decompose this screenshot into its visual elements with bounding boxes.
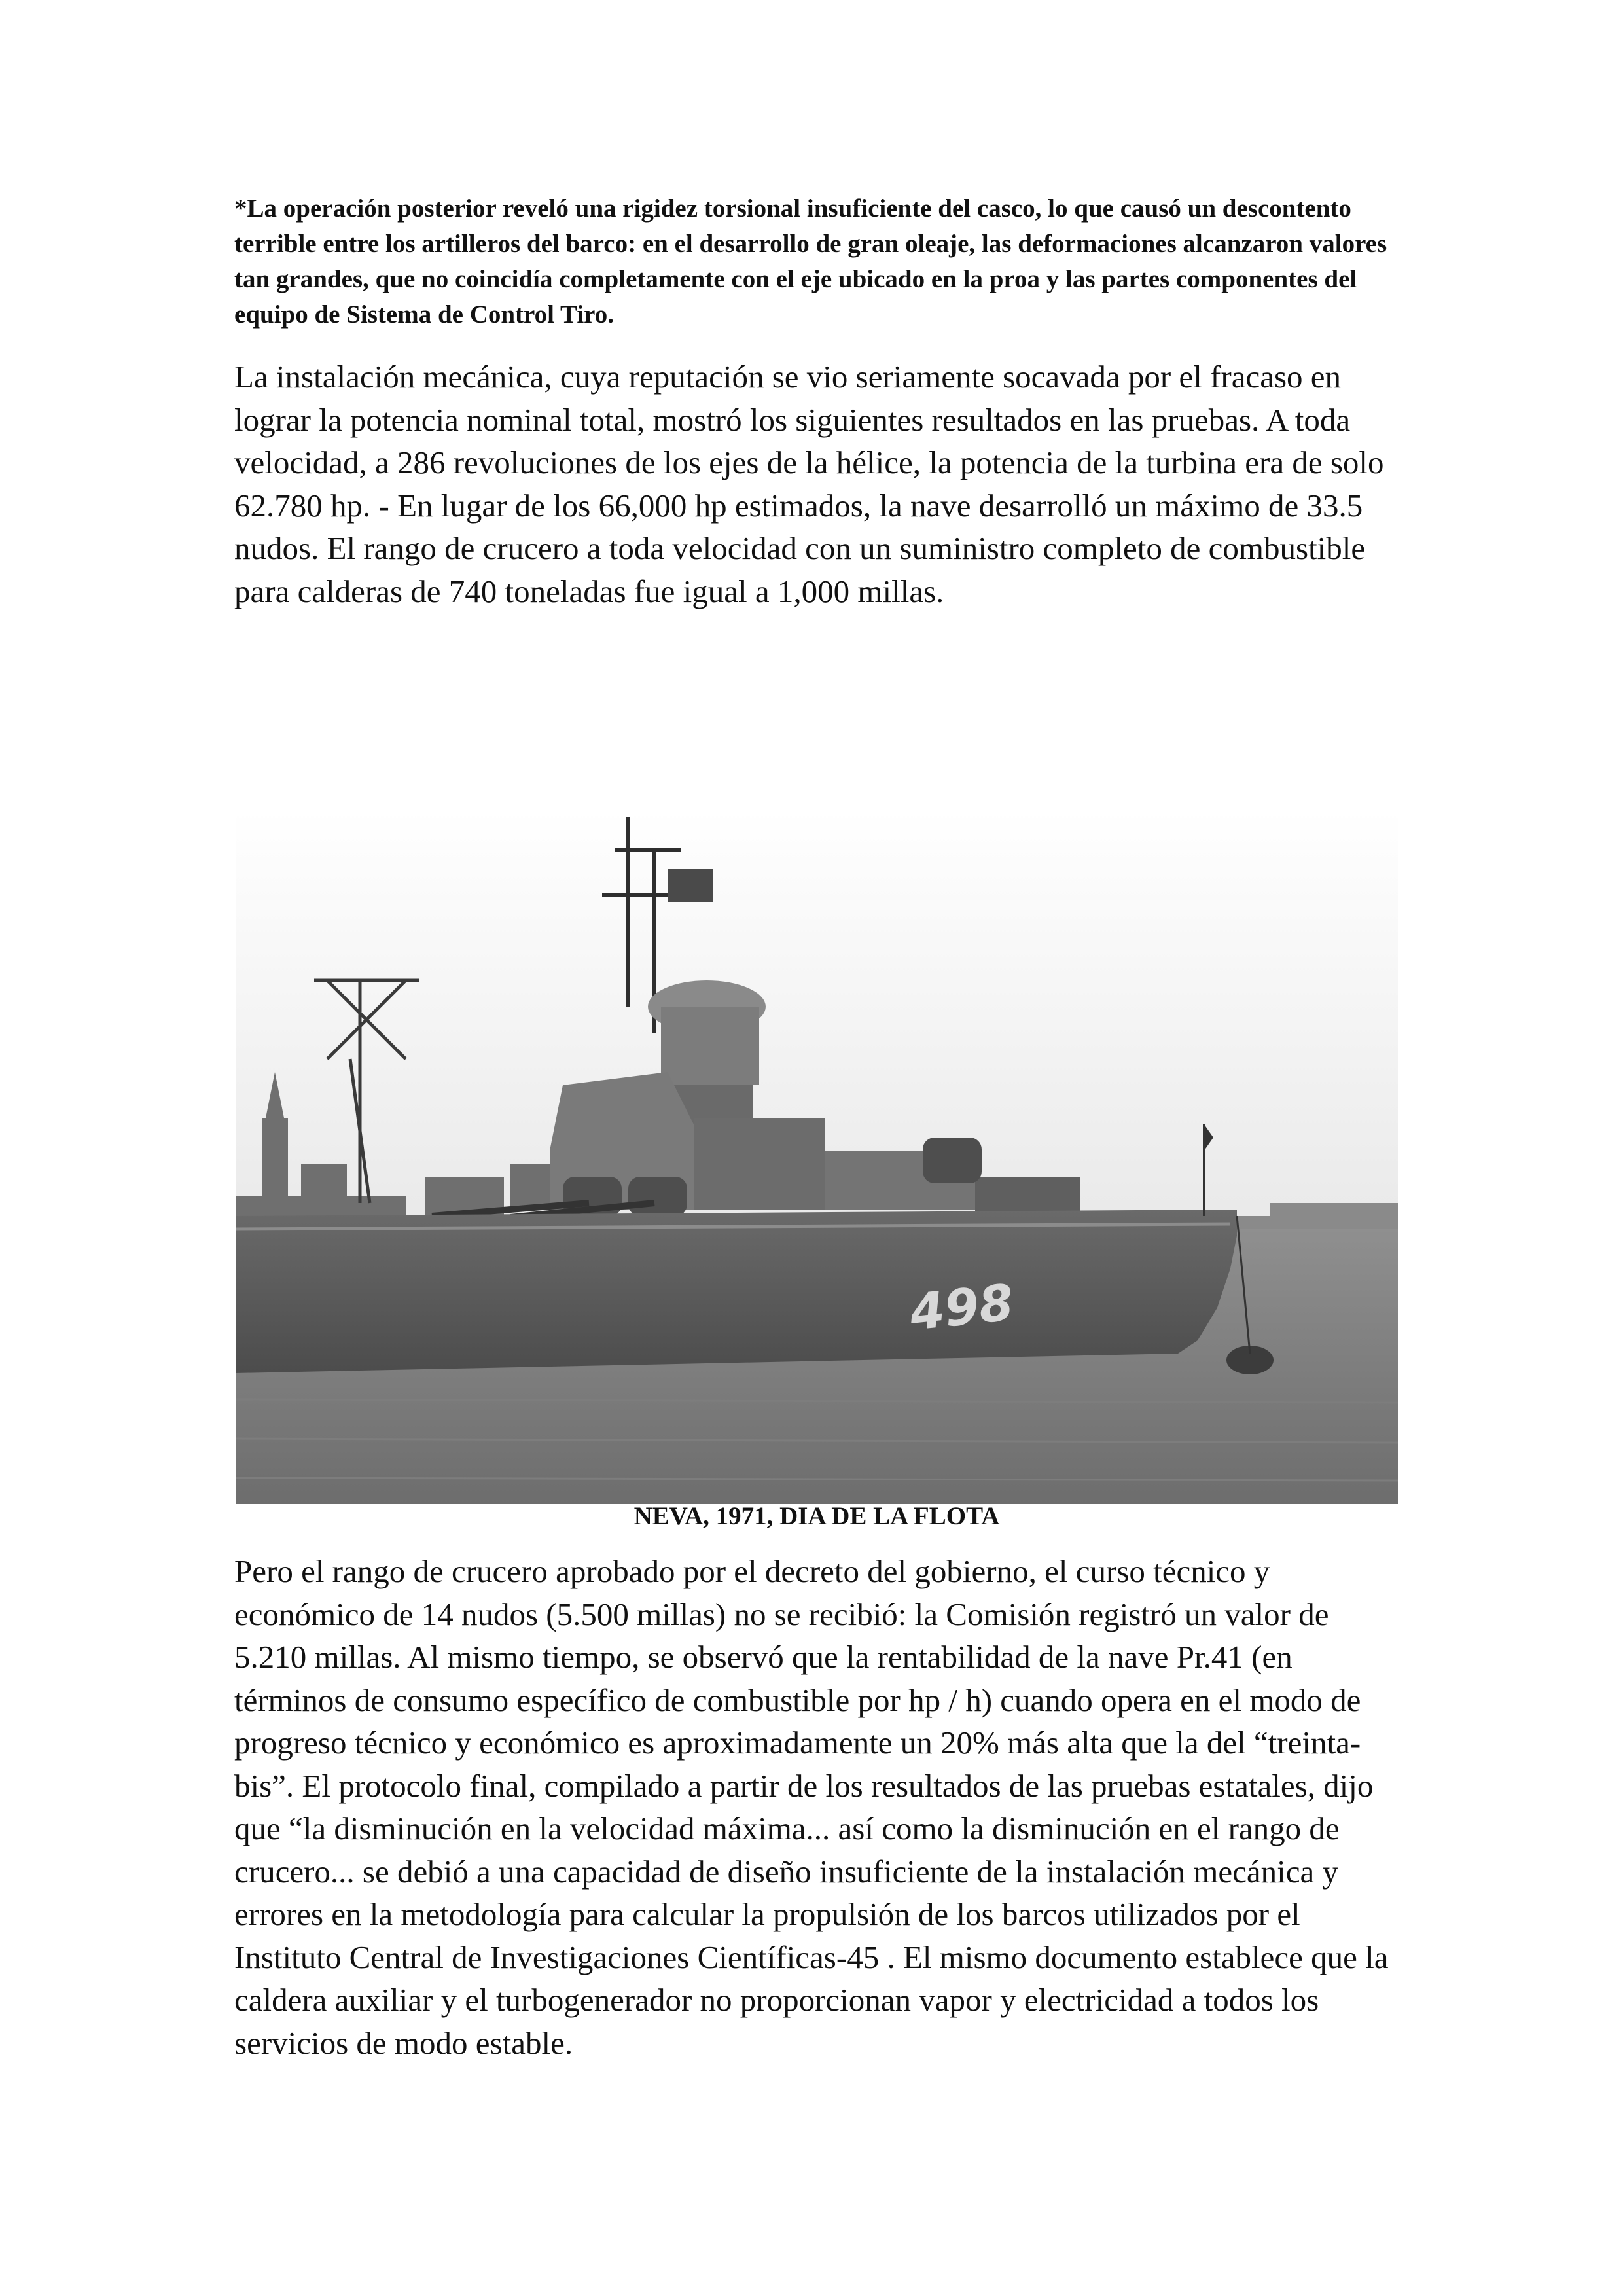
body-paragraph-2: Pero el rango de crucero aprobado por el decreto del gobierno, el curso técnico y económico de 14 nudos (5.500 millas) no se recibió: la Comisión registró un valor de 5.210 millas. Al mismo tiempo, se observó que la rentabilidad de la nave Pr.41 (en términos de consumo específico de combustible por hp / h) cuando opera en el modo de progreso técnico y económico es aproximadamente un 20% más alta que la del “treinta-bis”. El protocolo final, compilado a partir de los resultados de las pruebas estatales, dijo que “la disminución en la velocidad máxima... así como la disminución en el rango de crucero... se debió a una capacidad de diseño insuficiente de la instalación mecánica y errores en la metodología para calcular la propulsión de los barcos utilizados por el Instituto Central de Investigaciones Científicas-45 . El mismo documento establece que la caldera auxiliar y el turbogenerador no proporcionan vapor y electricidad a todos los servicios de modo estable. (234, 1553, 1389, 2061)
ship-photo (236, 810, 1398, 1504)
photo-caption: NEVA, 1971, DIA DE LA FLOTA (633, 1502, 1000, 1530)
hull-number: 498 (906, 1272, 1017, 1342)
destroyer-illustration (236, 810, 1398, 1504)
body-paragraph-1: La instalación mecánica, cuya reputación se vio seriamente socavada por el fracaso en lograr la potencia nominal total, mostró los siguientes resultados en las pruebas. A toda velocidad, a 286 revoluciones de los ejes de la hélice, la potencia de la turbina era de solo 62.780 hp. - En lugar de los 66,000 hp estimados, la nave desarrolló un máximo de 33.5 nudos. El rango de crucero a toda velocidad con un suministro completo de combustible para calderas de 740 toneladas fue igual a 1,000 millas. (234, 359, 1384, 609)
footnote-bold: *La operación posterior reveló una rigidez torsional insuficiente del casco, lo que causó un descontento terrible entre los artilleros del barco: en el desarrollo de gran oleaje, las deformaciones alcanzaron valores tan grandes, que no coincidía completamente con el eje ubicado en la proa y las partes componentes del equipo de Sistema de Control Tiro. (234, 194, 1387, 329)
